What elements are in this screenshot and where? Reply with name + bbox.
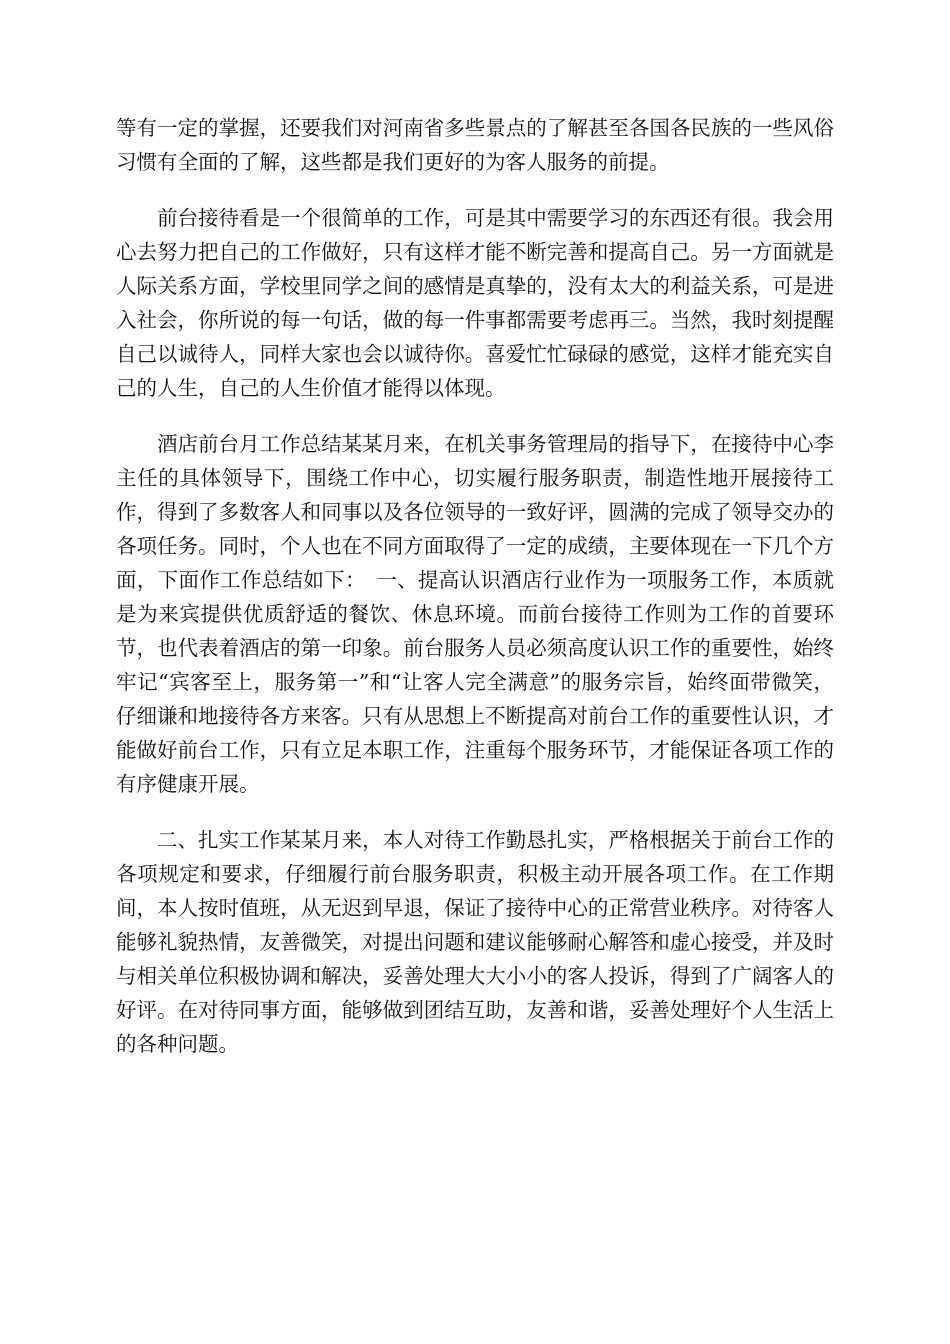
paragraph-solid-work: 二、扎实工作某某月来，本人对待工作勤恳扎实，严格根据关于前台工作的各项规定和要求，仔细履行前台服务职责，积极主动开展各项工作。在工作期间，本人按时值班，从无迟到早退，保证了接待中心的正常营业秩序。对待客人能够礼貌热情，友善微笑，对提出问题和建议能够耐心解答和虚心接受，并及时与相关单位积极协调和解决，妥善处理大大小小的客人投诉，得到了广阔客人的好评。在对待同事方面，能够做到团结互助，友善和谐，妥善处理好个人生活上的各种问题。 bbox=[116, 828, 834, 1056]
paragraph-monthly-summary: 酒店前台月工作总结某某月来，在机关事务管理局的指导下，在接待中心李主任的具体领导下，围绕工作中心，切实履行服务职责，制造性地开展接待工作，得到了多数客人和同事以及各位领导的一致好评，圆满的完成了领导交办的各项任务。同时，个人也在不同方面取得了一定的成绩，主要体现在一下几个方面，下面作工作总结如下： 一、提高认识酒店行业作为一项服务工作，本质就是为来宾提供优质舒适的餐饮、休息环境。而前台接待工作则为工作的首要环节，也代表着酒店的第一印象。前台服务人员必须高度认识工作的重要性，始终牢记“宾客至上，服务第一”和“让客人完全满意”的服务宗旨，始终面带微笑，仔细谦和地接待各方来客。只有从思想上不断提高对前台工作的重要性认识，才能做好前台工作，只有立足本职工作，注重每个服务环节，才能保证各项工作的有序健康开展。 bbox=[116, 432, 834, 796]
paragraph-front-desk-reflection: 前台接待看是一个很简单的工作，可是其中需要学习的东西还有很。我会用心去努力把自己的工作做好，只有这样才能不断完善和提高自己。另一方面就是人际关系方面，学校里同学之间的感情是真挚的，没有太大的利益关系，可是进入社会，你所说的每一句话，做的每一件事都需要考虑再三。当然，我时刻提醒自己以诚待人，同样大家也会以诚待你。喜爱忙忙碌碌的感觉，这样才能充实自己的人生，自己的人生价值才能得以体现。 bbox=[116, 206, 834, 400]
paragraph-continued: 等有一定的掌握，还要我们对河南省多些景点的了解甚至各国各民族的一些风俗习惯有全面的了解，这些都是我们更好的为客人服务的前提。 bbox=[116, 116, 834, 174]
document-page bbox=[116, 111, 834, 1083]
